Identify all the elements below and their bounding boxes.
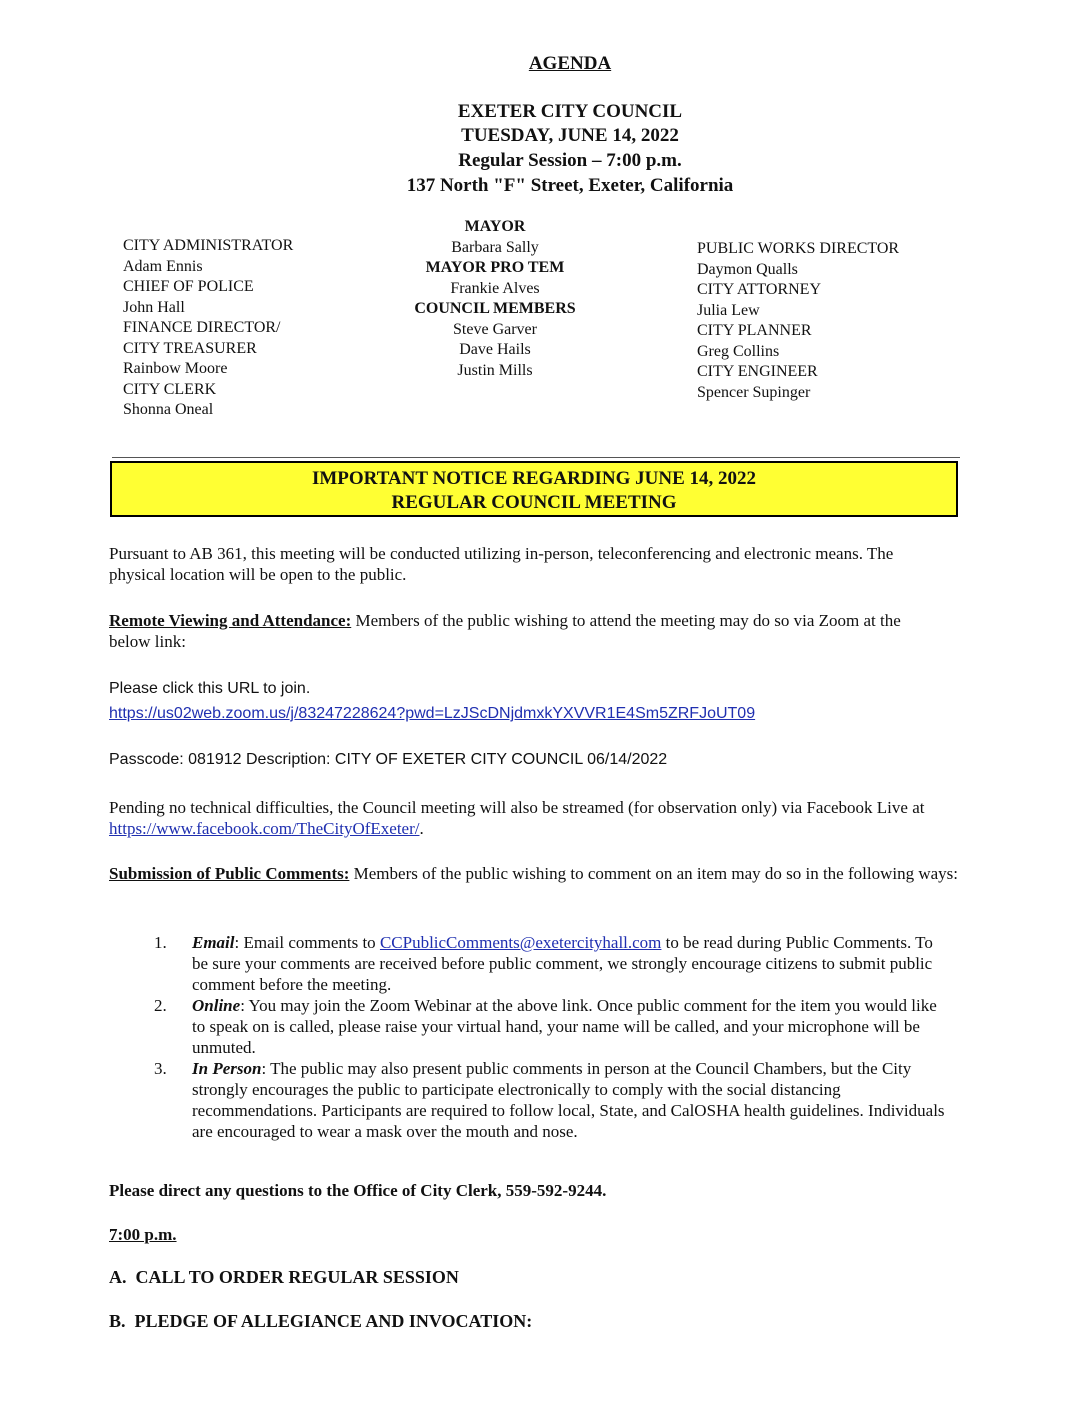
method-text-end: to be read during Public Comments. To be sure your comments are received before public comment, we strongly encourage citizens to submit public comment before the meeting. [192,933,933,994]
notice-divider [112,457,960,458]
comment-methods-list [140,932,952,1142]
facebook-text: Pending no technical difficulties, the Council meeting will also be streamed (for observation only) via Facebook Live at [109,798,925,817]
important-notice-box [110,461,958,517]
method-text: : You may join the Zoom Webinar at the above link. Once public comment for the item you would like to speak on is called, please raise your virtual hand, your name will be called, and your microphone will be unmuted. [192,996,937,1057]
staff-left-line: Shonna Oneal [123,401,214,418]
zoom-passcode: Passcode: 081912 Description: CITY OF EXETER CITY COUNCIL 06/14/2022 [109,751,668,768]
session-start-time: 7:00 p.m. [109,1225,177,1244]
facebook-link[interactable]: https://www.facebook.com/TheCityOfExeter/ [109,819,420,838]
staff-left-line: John Hall [123,298,185,316]
method-title: Online [192,996,241,1015]
method-title: Email [192,933,235,952]
pro-tem-name: Frankie Alves [450,279,540,297]
staff-left-line: FINANCE DIRECTOR/ [123,319,281,336]
council-column [375,217,615,381]
list-item [140,995,952,1058]
email-link[interactable]: CCPublicComments@exetercityhall.com [379,933,662,952]
zoom-link[interactable]: https://us02web.zoom.us/j/83247228624?pwd=LzJScDNjdmxkYXVVR1E4Sm5ZRFJoUT09 [109,705,756,722]
staff-right-column [697,239,899,403]
facebook-end: . [419,819,424,838]
questions-line: Please direct any questions to the Office of City Clerk, 559-592-9244. [109,1181,607,1200]
list-number: 3. [154,1059,167,1078]
meeting-address: 137 North "F" Street, Exeter, California [406,175,734,196]
staff-left-line: CHIEF OF POLICE [123,278,254,295]
intro-paragraph: Pursuant to AB 361, this meeting will be conducted utilizing in-person, teleconferencing and electronic means. The physical location will be open to the public. [109,544,894,584]
list-number: 2. [154,996,167,1015]
staff-right-line: CITY PLANNER [697,322,812,339]
list-number: 1. [154,933,167,952]
staff-left-line: CITY ADMINISTRATOR [123,237,294,254]
council-member: Steve Garver [453,320,537,338]
submission-text: Members of the public wishing to comment on an item may do so in the following ways: [349,864,958,883]
council-member: Justin Mills [457,361,533,379]
method-text: : Email comments to [234,933,380,952]
staff-right-line: Spencer Supinger [697,383,811,401]
staff-right-line: Julia Lew [697,301,760,319]
staff-left-line: Adam Ennis [123,257,203,275]
zoom-prompt: Please click this URL to join. [109,680,311,697]
submission-heading: Submission of Public Comments: [109,864,350,883]
item-letter: A. [109,1267,127,1287]
staff-left-line: Rainbow Moore [123,360,228,377]
method-text: : The public may also present public comments in person at the Council Chambers, but the City strongly encourages the public to participate electronically to comply with the social distancing recommendations. Participants are required to follow local, State, and CalOSHA health guidelines. Individuals are encouraged to wear a mask over the mouth and nose. [192,1059,945,1141]
council-title: EXETER CITY COUNCIL [457,101,683,122]
staff-right-line: Daymon Qualls [697,260,798,278]
staff-left-line: CITY CLERK [123,380,217,398]
notice-line-2: REGULAR COUNCIL MEETING [391,492,677,513]
staff-right-line: CITY ATTORNEY [697,281,821,298]
mayor-name: Barbara Sally [451,238,539,256]
list-item [140,932,952,995]
staff-right-line: Greg Collins [697,342,780,360]
method-title: In Person [192,1059,262,1078]
staff-left-column [123,236,293,421]
agenda-title: AGENDA [528,53,612,74]
submission-paragraph [109,863,959,884]
remote-text: Members of the public wishing to attend the meeting may do so via Zoom at the below link: [109,611,901,651]
agenda-item-b [109,1311,532,1332]
remote-heading: Remote Viewing and Attendance: [109,611,352,630]
members-label: COUNCIL MEMBERS [414,300,576,317]
item-text: CALL TO ORDER REGULAR SESSION [135,1267,459,1287]
mayor-label: MAYOR [464,218,526,235]
list-item [140,1058,952,1142]
facebook-paragraph [109,797,929,839]
council-member: Dave Hails [459,341,531,358]
staff-left-line: CITY TREASURER [123,339,257,357]
pro-tem-label: MAYOR PRO TEM [425,259,565,276]
notice-line-1: IMPORTANT NOTICE REGARDING JUNE 14, 2022 [311,468,757,489]
agenda-item-a [109,1267,459,1288]
session-time: Regular Session – 7:00 p.m. [458,150,682,171]
meeting-date: TUESDAY, JUNE 14, 2022 [461,125,679,146]
staff-right-line: CITY ENGINEER [697,363,818,380]
item-text: PLEDGE OF ALLEGIANCE AND INVOCATION: [134,1311,533,1331]
item-letter: B. [109,1311,126,1331]
remote-paragraph [109,610,939,652]
staff-right-line: PUBLIC WORKS DIRECTOR [697,240,900,257]
